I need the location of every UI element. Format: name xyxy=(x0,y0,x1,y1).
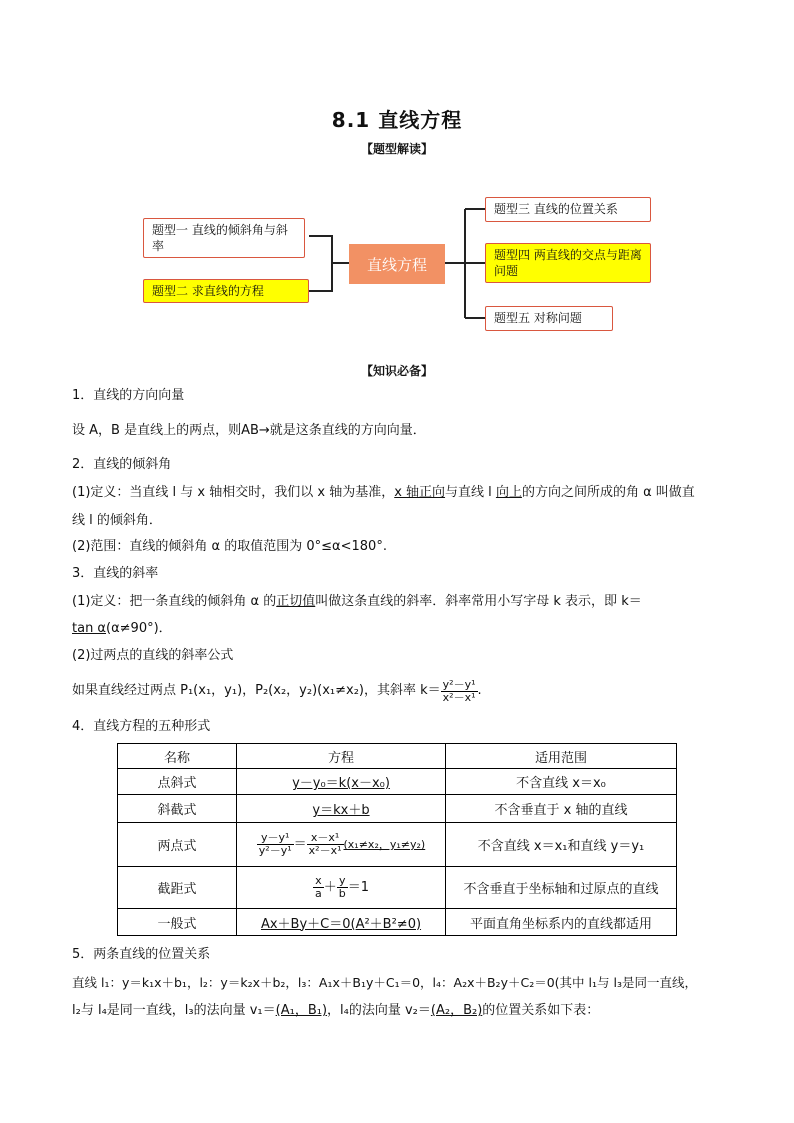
text-run: ，l₄的法向量 v₂＝ xyxy=(327,1003,431,1018)
text-run: . xyxy=(477,683,482,698)
text-run: (1)定义：把一条直线的倾斜角 α 的 xyxy=(72,594,277,609)
text-run: (1)定义：当直线 l 与 x 轴相交时，我们以 x 轴为基准， xyxy=(72,485,395,500)
fraction-denominator: x²－x¹ xyxy=(442,690,476,704)
mindmap-node-type4 xyxy=(485,243,651,283)
s3-definition xyxy=(72,592,732,612)
table-row xyxy=(118,769,677,795)
table-header: 适用范围 xyxy=(446,744,677,769)
table-header: 方程 xyxy=(237,744,446,769)
fraction-numerator: y－y¹ xyxy=(257,832,294,845)
table-cell: 点斜式 xyxy=(118,769,237,795)
s3-heading: 3．直线的斜率 xyxy=(72,566,159,581)
fraction-denominator: a xyxy=(314,887,322,900)
text-run: 叫做这条直线的斜率．斜率常用小写字母 k 表示，即 k＝ xyxy=(315,594,642,609)
table-row xyxy=(118,909,677,936)
fraction xyxy=(337,875,348,900)
mindmap-node-label: 题型五 对称问题 xyxy=(494,311,582,325)
underlined-term: tan α xyxy=(72,621,107,636)
text-run: (α≠90°)． xyxy=(106,621,172,636)
s5-heading: 5．两条直线的位置关系 xyxy=(72,947,211,962)
s1-heading: 1．直线的方向向量 xyxy=(72,388,185,403)
page-title: 8.1 直线方程 xyxy=(331,108,463,132)
s3-two-points: (2)过两点的直线的斜率公式 xyxy=(72,648,234,663)
text-run: 的方向之间所成的角 α 叫做直 xyxy=(521,485,695,500)
s4-heading: 4．直线方程的五种形式 xyxy=(72,719,211,734)
equation-condition: (x₁≠x₂，y₁≠y₂) xyxy=(343,838,426,851)
mindmap-center-node xyxy=(349,244,445,284)
mindmap-node-label: 题型四 两直线的交点与距离问题 xyxy=(494,248,642,278)
text-run: ＝1 xyxy=(347,880,370,895)
s2-heading: 2．直线的倾斜角 xyxy=(72,457,172,472)
table-cell: 斜截式 xyxy=(118,795,237,823)
s2-definition xyxy=(72,483,732,503)
table-cell: 不含直线 x＝x₀ xyxy=(446,769,677,795)
fraction-denominator: b xyxy=(338,887,346,900)
fraction-numerator: y xyxy=(337,875,348,888)
table-cell: $\frac{x}{a}$ ＋ $\frac{y}{b}$ ＝1 xyxy=(237,867,446,909)
table-cell: 截距式 xyxy=(118,867,237,909)
fraction-numerator: x－x¹ xyxy=(307,832,344,845)
underlined-term: (A₁，B₁) xyxy=(275,1003,328,1018)
text-run: 的位置关系如下表： xyxy=(482,1003,600,1018)
line-equation-forms-table xyxy=(117,743,677,936)
mindmap-node-label: 题型一 直线的倾斜角与斜率 xyxy=(152,223,288,253)
table-cell: 不含直线 x＝x₁和直线 y＝y₁ xyxy=(446,823,677,867)
slope-fraction xyxy=(441,679,478,704)
mindmap-node-type3 xyxy=(485,197,651,222)
table-cell xyxy=(237,795,446,823)
table-row xyxy=(118,795,677,823)
text-run: 如果直线经过两点 P₁(x₁，y₁)，P₂(x₂，y₂)(x₁≠x₂)，其斜率 k＝ xyxy=(72,683,441,698)
table-row xyxy=(118,867,677,909)
fraction-numerator: x xyxy=(313,875,324,888)
mindmap-node-type5 xyxy=(485,306,613,331)
text-run: l₂与 l₄是同一直线，l₃的法向量 v₁＝ xyxy=(72,1003,276,1018)
mindmap-node-type1 xyxy=(143,218,305,258)
text-run: 与直线 l xyxy=(445,485,496,500)
table-cell: 平面直角坐标系内的直线都适用 xyxy=(446,909,677,936)
underlined-term: 正切值 xyxy=(276,594,316,609)
equation: y－y₀＝k(x－x₀) xyxy=(292,776,390,791)
mindmap-node-type2 xyxy=(143,279,309,303)
equation: y＝kx＋b xyxy=(312,803,370,818)
underlined-term: x 轴正向 xyxy=(394,485,446,500)
fraction-denominator: x²－x¹ xyxy=(308,844,342,857)
fraction xyxy=(257,832,294,857)
section-heading-knowledge: 【知识必备】 xyxy=(360,364,433,378)
fraction xyxy=(307,832,344,857)
table-header: 名称 xyxy=(118,744,237,769)
mindmap-connectors xyxy=(0,0,794,360)
s3-slope-formula xyxy=(72,674,732,708)
table-cell: 一般式 xyxy=(118,909,237,936)
fraction-numerator: y²－y¹ xyxy=(442,677,476,691)
s3-definition-cont xyxy=(72,619,732,639)
table-cell xyxy=(237,769,446,795)
equation: Ax＋By＋C＝0(A²＋B²≠0) xyxy=(260,916,422,932)
table-row xyxy=(118,823,677,867)
table-cell: $\frac{\text{y－y¹}}{\text{y²－y¹}}$ ＝ $\frac{\text{x－x¹}}{\text{x²－x¹}}$ (x₁≠x₂，y₁≠y₂) xyxy=(237,823,446,867)
table-cell: 两点式 xyxy=(118,823,237,867)
section-heading-types: 【题型解读】 xyxy=(360,142,433,156)
table-cell xyxy=(237,909,446,936)
s1-text: 设 A，B 是直线上的两点，则AB→就是这条直线的方向向量． xyxy=(72,423,426,438)
underlined-term: 向上 xyxy=(495,485,522,500)
table-cell: 不含垂直于坐标轴和过原点的直线 xyxy=(446,867,677,909)
table-cell: 不含垂直于 x 轴的直线 xyxy=(446,795,677,823)
fraction-denominator: y²－y¹ xyxy=(258,844,292,857)
s5-line1: 直线 l₁：y＝k₁x＋b₁，l₂：y＝k₂x＋b₂，l₃：A₁x＋B₁y＋C₁＝0，l₄：A₂x＋B₂y＋C₂＝0(其中 l₁与 l₃是同一直线， xyxy=(72,975,697,990)
underlined-term: (A₂，B₂) xyxy=(430,1003,483,1018)
mindmap-node-label: 题型三 直线的位置关系 xyxy=(494,202,618,216)
s2-range: (2)范围：直线的倾斜角 α 的取值范围为 0°≤α<180°. xyxy=(72,539,387,554)
mindmap-node-label: 题型二 求直线的方程 xyxy=(152,284,264,298)
s5-line2 xyxy=(72,1001,732,1021)
mindmap-center-label: 直线方程 xyxy=(366,255,427,274)
table-header-row xyxy=(118,744,677,769)
s2-definition-cont: 线 l 的倾斜角． xyxy=(72,513,162,528)
fraction xyxy=(313,875,324,900)
